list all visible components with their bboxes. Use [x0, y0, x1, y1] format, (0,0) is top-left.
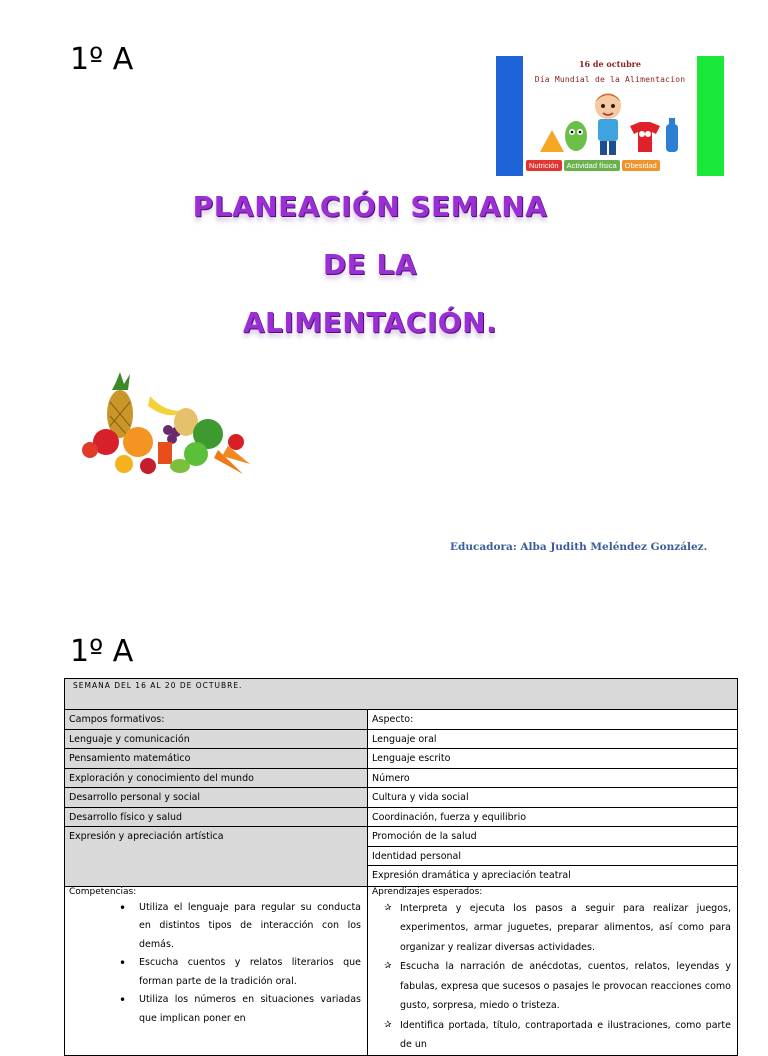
competencias-row: [65, 886, 738, 1055]
aspecto-item: Promoción de la salud: [368, 827, 737, 847]
banner-label-obesidad: Obesidad: [622, 160, 660, 171]
banner-date: 16 de octubre: [578, 59, 641, 69]
competencias-header: Competencias:: [69, 886, 137, 897]
banner-labels: [526, 160, 660, 171]
campo-item: Desarrollo personal y social: [65, 788, 367, 808]
banner-characters-icon: [526, 86, 694, 160]
aprendizajes-header: Aprendizajes esperados:: [372, 886, 483, 897]
aprendizajes-cell: [368, 886, 738, 1055]
week-row: [65, 679, 738, 710]
campo-item: Desarrollo físico y salud: [65, 808, 367, 828]
world-food-day-banner: [496, 56, 724, 176]
title-line-3: ALIMENTACIÓN.: [242, 306, 498, 339]
aprendizaje-item: ✰ Identifica portada, título, contraportada e ilustraciones, como parte de un: [384, 1016, 731, 1055]
planning-table: [64, 678, 738, 1056]
campos-row: [65, 710, 738, 887]
aspecto-item: Cultura y vida social: [368, 788, 737, 808]
competencia-item: • Utiliza el lenguaje para regular su conducta en distintos tipos de interacción con los demás.: [119, 899, 361, 955]
competencia-item: • Utiliza los números en situaciones variadas que implican poner en: [119, 991, 361, 1028]
competencia-item: • Escucha cuentos y relatos literarios que forman parte de la tradición oral.: [119, 954, 361, 991]
banner-right-bar: [697, 56, 724, 176]
aspecto-item: Lenguaje escrito: [368, 749, 737, 769]
section-grade-label: 1º A: [70, 634, 134, 669]
grade-label: 1º A: [70, 42, 134, 77]
week-cell: SEMANA DEL 16 AL 20 DE OCTUBRE.: [65, 679, 738, 710]
aspecto-item: Lenguaje oral: [368, 730, 737, 750]
campos-header: Campos formativos:: [65, 710, 367, 730]
aspecto-item: Coordinación, fuerza y equilibrio: [368, 808, 737, 828]
campo-item: Lenguaje y comunicación: [65, 730, 367, 750]
title-line-1: PLANEACIÓN SEMANA: [192, 190, 548, 223]
banner-label-nutricion: Nutrición: [526, 160, 562, 171]
banner-label-actividad: Actividad física: [564, 160, 620, 171]
campos-cell: [65, 710, 368, 887]
aspecto-header: Aspecto:: [368, 710, 737, 730]
author-credit: Educadora: Alba Judith Meléndez González.: [450, 541, 708, 553]
competencias-cell: [65, 886, 368, 1055]
campo-item: Expresión y apreciación artística: [69, 831, 224, 842]
aprendizaje-item: ✰ Interpreta y ejecuta los pasos a seguir para realizar juegos, experimentos, armar juguetes, preparar alimentos, así como para organizar y realizar diversas actividades.: [384, 899, 731, 958]
aspecto-item: Identidad personal: [368, 847, 737, 867]
campo-item: Pensamiento matemático: [65, 749, 367, 769]
aspecto-item: Expresión dramática y apreciación teatral: [372, 870, 571, 881]
campo-item: Exploración y conocimiento del mundo: [65, 769, 367, 789]
competencias-list: [65, 899, 367, 1029]
aprendizaje-item: ✰ Escucha la narración de anécdotas, cuentos, relatos, leyendas y fabulas, expresa que sucesos o pasajes le provocan reacciones como gusto, sorpresa, miedo o tristeza.: [384, 957, 731, 1016]
fruits-vegetables-icon: [68, 372, 258, 487]
banner-left-bar: [496, 56, 523, 176]
aspecto-cell: [368, 710, 738, 887]
banner-subtitle: Día Mundial de la Alimentacion: [534, 75, 686, 84]
aspecto-item: Número: [368, 769, 737, 789]
title-line-2: DE LA: [322, 248, 418, 281]
aprendizajes-list: [368, 899, 737, 1055]
